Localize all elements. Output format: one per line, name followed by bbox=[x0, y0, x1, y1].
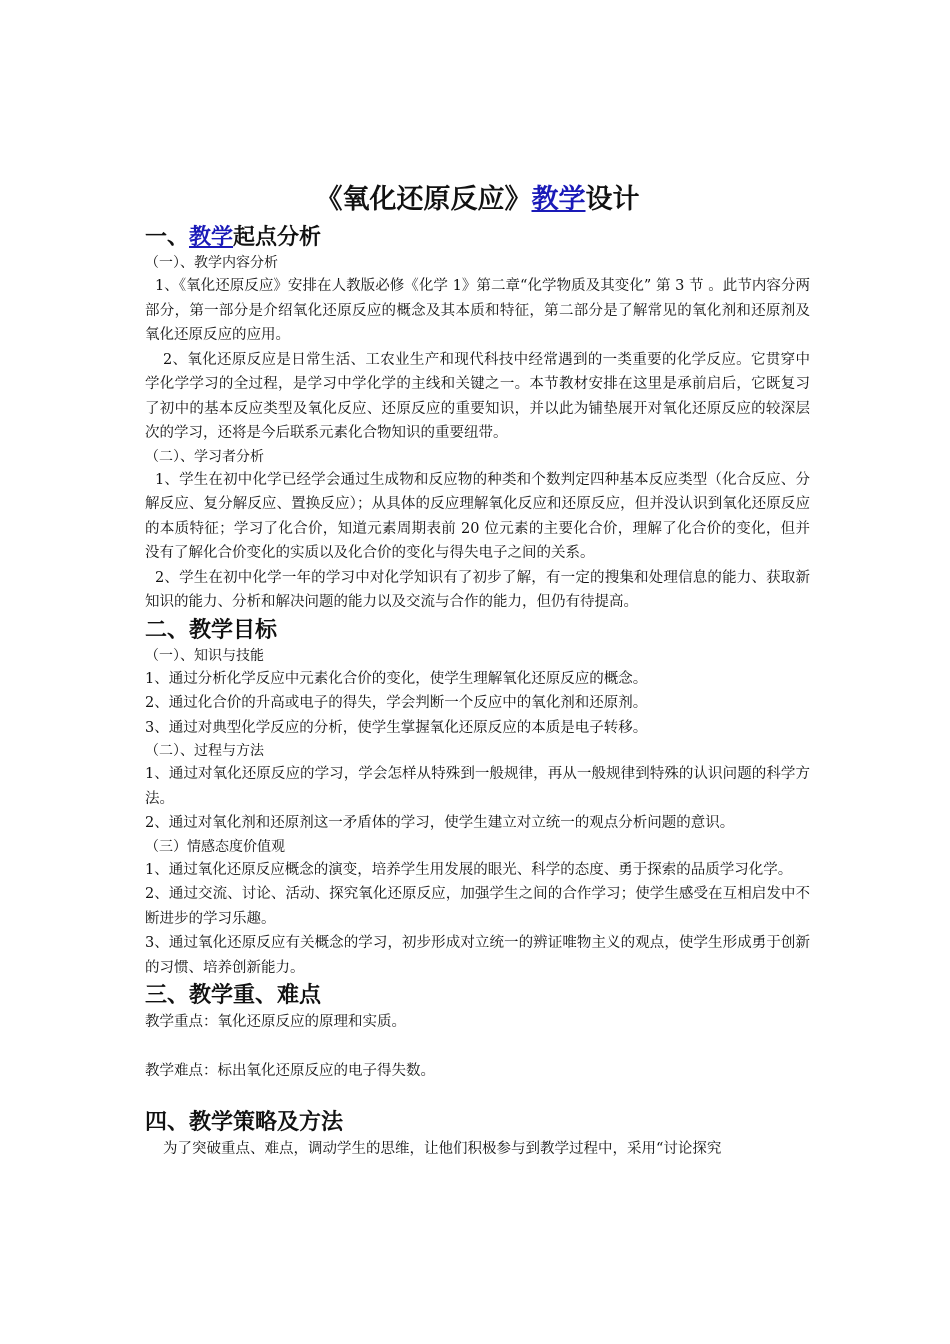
paragraph-1-2-1: 1、学生在初中化学已经学会通过生成物和反应物的种类和个数判定四种基本反应类型（化合反应、分解反应、复分解反应、置换反应）；从具体的反应理解氧化反应和还原反应，但并没认识到氧化还原反应的本质特征；学习了化合价，知道元素周期表前 20 位元素的主要化合价，理解了化合价的变化，但并没有了解化合价变化的实质以及化合价的变化与得失电子之间的关系。 bbox=[145, 471, 810, 561]
subsection-1-2: （二）、学习者分析 bbox=[145, 448, 264, 465]
paragraph-1-2-2: 2、学生在初中化学一年的学习中对化学知识有了初步了解，有一定的搜集和处理信息的能力、获取新知识的能力、分析和解决问题的能力以及交流与合作的能力，但仍有待提高。 bbox=[145, 569, 810, 610]
blank-line bbox=[145, 1035, 810, 1059]
title-link[interactable]: 教学 bbox=[531, 184, 586, 215]
subsection-2-2: （二）、过程与方法 bbox=[145, 743, 264, 759]
subsection-2-1: （一）、知识与技能 bbox=[145, 647, 264, 664]
subsection-2-3: （三）情感态度价值观 bbox=[145, 838, 285, 855]
document-page bbox=[145, 180, 810, 1162]
paragraph-4-1: 为了突破重点、难点，调动学生的思维，让他们积极参与到教学过程中，采用“讨论探究 bbox=[163, 1141, 722, 1157]
paragraph-2-1-2: 2、通过化合价的升高或电子的得失，学会判断一个反应中的氧化剂和还原剂。 bbox=[145, 695, 648, 711]
paragraph-2-1-1: 1、通过分析化学反应中元素化合价的变化，使学生理解氧化还原反应的概念。 bbox=[145, 670, 648, 687]
paragraph-2-2-1: 1、通过对氧化还原反应的学习，学会怎样从特殊到一般规律，再从一般规律到特殊的认识问题的科学方法。 bbox=[145, 766, 810, 807]
section-2-heading: 二、教学目标 bbox=[145, 616, 278, 643]
paragraph-2-1-3: 3、通过对典型化学反应的分析，使学生掌握氧化还原反应的本质是电子转移。 bbox=[145, 719, 648, 736]
paragraph-2-3-3: 3、通过氧化还原反应有关概念的学习，初步形成对立统一的辨证唯物主义的观点，使学生形成勇于创新的习惯、培养创新能力。 bbox=[145, 935, 810, 976]
paragraph-2-2-2: 2、通过对氧化剂和还原剂这一矛盾体的学习，使学生建立对立统一的观点分析问题的意识。 bbox=[145, 815, 735, 831]
subsection-1-1: （一）、教学内容分析 bbox=[145, 255, 278, 271]
section-3-heading: 三、教学重、难点 bbox=[145, 982, 322, 1008]
document-title bbox=[145, 180, 810, 220]
title-prefix: 《氧化还原反应》 bbox=[315, 184, 532, 215]
key-point: 教学重点：氧化还原反应的原理和实质。 bbox=[145, 1014, 406, 1030]
title-suffix: 设计 bbox=[585, 184, 640, 215]
paragraph-2-3-2: 2、通过交流、讨论、活动、探究氧化还原反应，加强学生之间的合作学习；使学生感受在互相启发中不断进步的学习乐趣。 bbox=[145, 886, 810, 927]
paragraph-1-1-1: 1、《氧化还原反应》安排在人教版必修《化学 1》第二章“化学物质及其变化” 第 3 节 。此节内容分两部分，第一部分是介绍氧化还原反应的概念及其本质和特征，第二部分是了解常见的氧化剂和还原剂及氧化还原反应的应用。 bbox=[145, 278, 810, 343]
section-4-heading: 四、教学策略及方法 bbox=[145, 1109, 344, 1135]
paragraph-2-3-1: 1、通过氧化还原反应概念的演变，培养学生用发展的眼光、科学的态度、勇于探索的品质学习化学。 bbox=[145, 861, 793, 878]
section-1-rest: 起点分析 bbox=[233, 224, 322, 250]
section-1-link[interactable]: 教学 bbox=[189, 224, 234, 250]
section-1-number: 一、 bbox=[145, 224, 190, 250]
paragraph-1-1-2: 2、氧化还原反应是日常生活、工农业生产和现代科技中经常遇到的一类重要的化学反应。它贯穿中学化学学习的全过程，是学习中学化学的主线和关键之一。本节教材安排在这里是承前启后，它既复习了初中的基本反应类型及氧化反应、还原反应的重要知识，并以此为铺垫展开对氧化还原反应的较深层次的学习，还将是今后联系元素化合物知识的重要纽带。 bbox=[145, 351, 810, 441]
section-1-heading bbox=[145, 222, 810, 252]
blank-line bbox=[145, 1083, 810, 1107]
difficult-point: 教学难点：标出氧化还原反应的电子得失数。 bbox=[145, 1062, 435, 1079]
